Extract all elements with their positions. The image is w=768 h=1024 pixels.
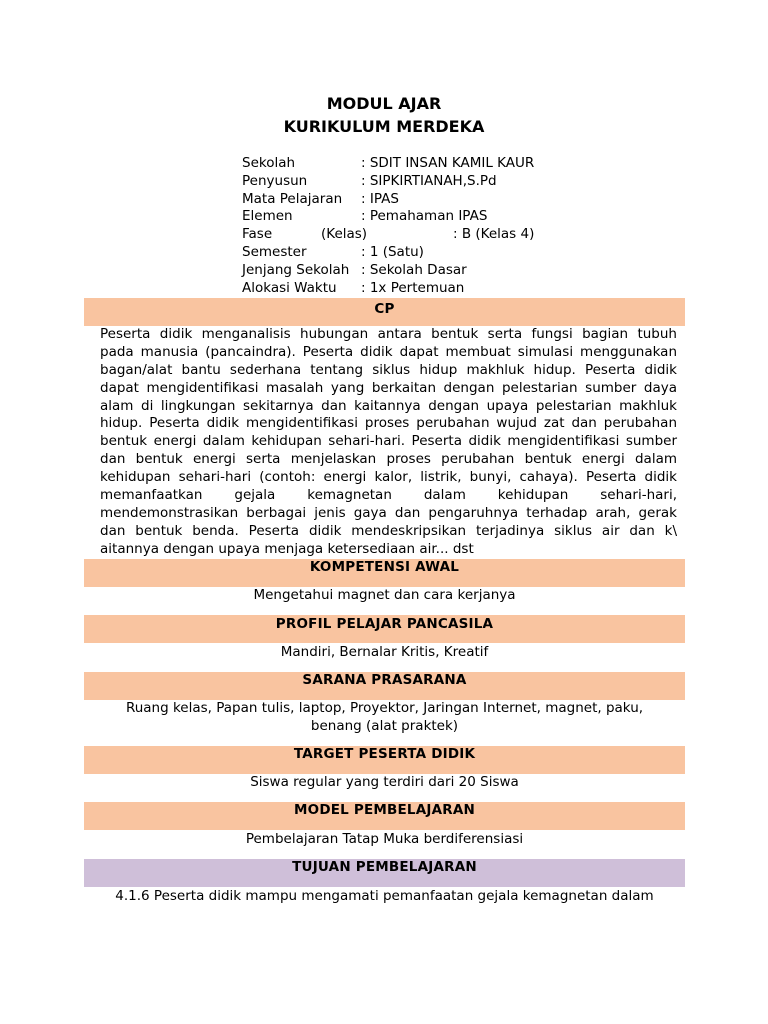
info-value: : 1 (Satu): [361, 243, 424, 260]
info-label-kelas: (Kelas): [321, 226, 368, 243]
info-value: : SDIT INSAN KAMIL KAUR: [361, 155, 535, 171]
cp-line: dan bentuk benda. Peserta didik mendeskripsikan terjadinya siklus air dan k\: [100, 522, 677, 539]
cp-line: bagan/alat bantu sederhana tentang siklus hidup makhluk hidup. Peserta didik: [100, 361, 677, 378]
profil-text: Mandiri, Bernalar Kritis, Kreatif: [280, 644, 489, 660]
info-row-alokasi: [242, 280, 572, 298]
info-label: Jenjang Sekolah: [242, 261, 350, 278]
info-row-mapel: [242, 191, 572, 209]
cp-line: dan bentuk energi serta menjelaskan proses perubahan bentuk energi dalam: [100, 451, 677, 468]
document-subtitle: KURIKULUM MERDEKA: [283, 117, 485, 136]
document-title: MODUL AJAR: [326, 94, 442, 113]
section-header-profil: PROFIL PELAJAR PANCASILA: [84, 615, 685, 643]
section-header-target: TARGET PESERTA DIDIK: [84, 746, 685, 774]
cp-line: bentuk energi dalam kehidupan sehari-hari. Peserta didik mengidentifikasi sumber: [100, 433, 677, 450]
sarana-text-line2: benang (alat praktek): [310, 718, 459, 734]
sarana-text-line1: Ruang kelas, Papan tulis, laptop, Proyektor, Jaringan Internet, magnet, paku,: [125, 700, 644, 716]
cp-line: dapat mengidentifikasi masalah yang berkaitan dengan pelestarian sumber daya: [100, 379, 677, 396]
cp-line: aitannya dengan upaya menjaga ketersediaan air... dst: [100, 540, 474, 557]
info-label: Alokasi Waktu: [242, 279, 337, 296]
info-row-elemen: [242, 208, 572, 226]
model-text: Pembelajaran Tatap Muka berdiferensiasi: [245, 831, 524, 847]
info-label: Penyusun: [242, 172, 308, 189]
info-row-sekolah: [242, 155, 572, 173]
tujuan-text: 4.1.6 Peserta didik mampu mengamati pemanfaatan gejala kemagnetan dalam: [115, 888, 654, 904]
info-value: : IPAS: [361, 190, 399, 207]
info-row-fase: [242, 226, 572, 244]
info-label: Elemen: [242, 208, 293, 225]
cp-line: memanfaatkan gejala kemagnetan dalam kehidupan sehari-hari,: [100, 487, 677, 504]
target-text: Siswa regular yang terdiri dari 20 Siswa: [250, 774, 519, 790]
cp-line: Peserta didik menganalisis hubungan antara bentuk serta fungsi bagian tubuh: [100, 326, 677, 342]
section-header-model: MODEL PEMBELAJARAN: [84, 802, 685, 830]
info-value: : 1x Pertemuan: [361, 279, 465, 296]
cp-line: alam di lingkungan sekitarnya dan kaitannya dengan upaya pelestarian makhluk: [100, 397, 677, 414]
info-value: : B (Kelas 4): [453, 226, 535, 243]
info-label: Sekolah: [242, 155, 296, 171]
info-value: : Sekolah Dasar: [361, 261, 467, 278]
cp-line: pada manusia (pancaindra). Peserta didik dapat membuat simulasi menggunakan: [100, 343, 677, 360]
cp-paragraph: [100, 326, 677, 559]
info-row-semester: [242, 244, 572, 262]
info-row-penyusun: [242, 173, 572, 191]
info-label: Mata Pelajaran: [242, 190, 343, 207]
section-header-tujuan: TUJUAN PEMBELAJARAN: [84, 859, 685, 887]
cp-line: mendemonstrasikan berbagai jenis gaya dan pengaruhnya terhadap arah, gerak: [100, 504, 677, 521]
info-label: Semester: [242, 243, 307, 260]
info-row-jenjang: [242, 262, 572, 280]
info-value: : SIPKIRTIANAH,S.Pd: [361, 172, 497, 189]
identity-table: [242, 155, 572, 297]
section-header-sarana: SARANA PRASARANA: [84, 672, 685, 700]
info-value: : Pemahaman IPAS: [361, 208, 488, 225]
kompetensi-awal-text: Mengetahui magnet dan cara kerjanya: [253, 587, 516, 603]
cp-line: kehidupan sehari-hari (contoh: energi kalor, listrik, bunyi, cahaya). Peserta didik: [100, 469, 677, 486]
info-label: Fase: [242, 226, 273, 243]
section-header-cp: CP: [84, 298, 685, 326]
section-header-kompetensi-awal: KOMPETENSI AWAL: [84, 559, 685, 587]
cp-line: hidup. Peserta didik mengidentifikasi proses perubahan wujud zat dan perubahan: [100, 415, 677, 432]
